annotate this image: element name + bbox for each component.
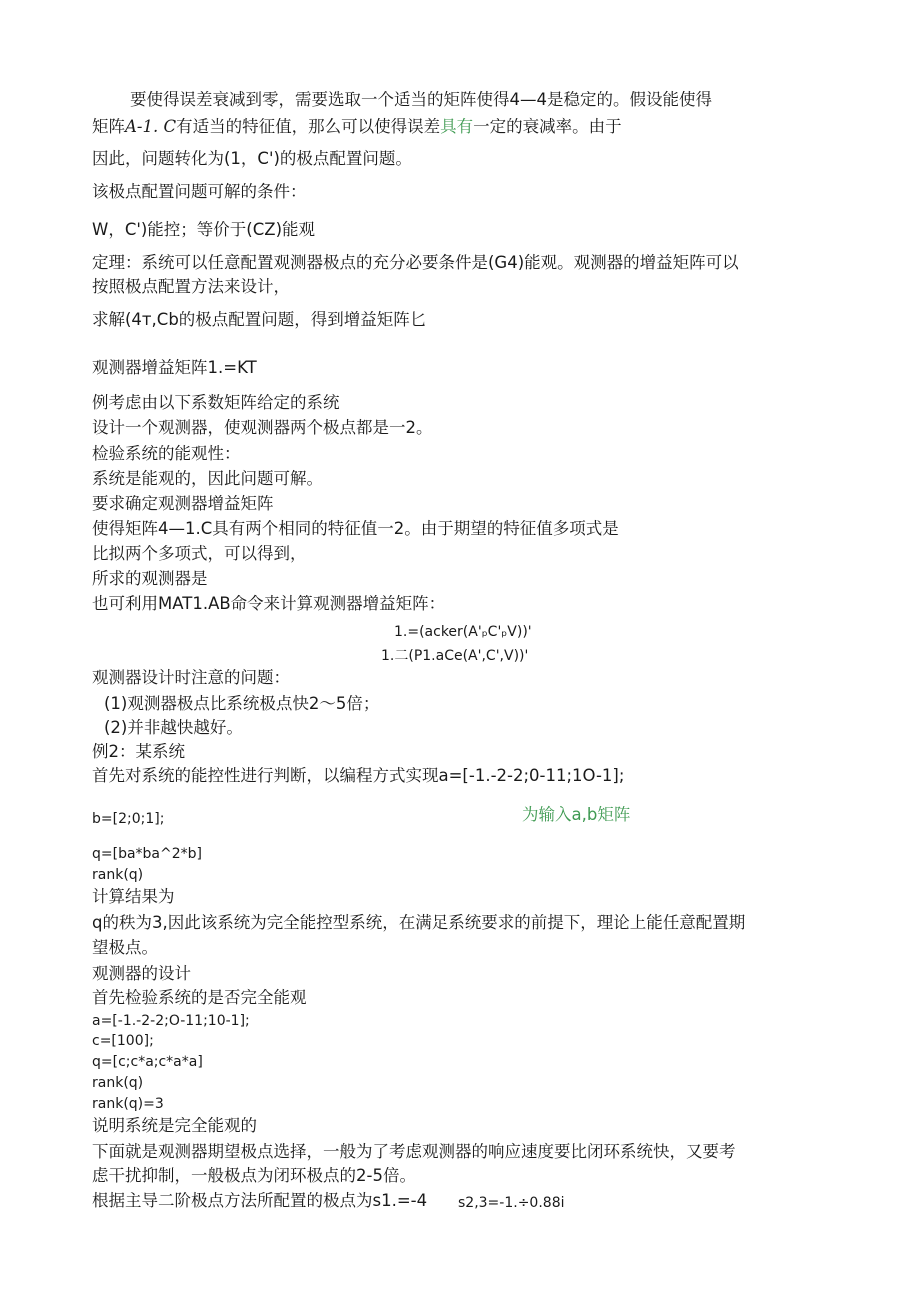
list-item: (1)观测器极点比系统极点快2〜5倍； [104, 694, 380, 713]
text-run: 一定的衰减率。由于 [473, 117, 622, 136]
paragraph-line: 虑干扰抑制，一般极点为闭环极点的2-5倍。 [92, 1166, 416, 1185]
paragraph-line: 要求确定观测器增益矩阵 [92, 494, 274, 513]
paragraph-line: 望极点。 [92, 938, 158, 957]
paragraph-line: 计算结果为 [92, 887, 175, 906]
paragraph-line: 设计一个观测器，使观测器两个极点都是一2。 [92, 418, 433, 437]
paragraph-line: 首先对系统的能控性进行判断，以编程方式实现a=[-1.-2-2;0-11;1O-1]; [92, 766, 625, 785]
highlight-text: 具有 [440, 117, 474, 136]
code-line: a=[-1.-2-2;O-11;10-1]; [92, 1013, 250, 1029]
code-line: rank(q) [92, 1075, 144, 1091]
list-item: (2)并非越快越好。 [104, 718, 243, 737]
paragraph-line: 定理：系统可以任意配置观测器极点的充分必要条件是(G4)能观。观测器的增益矩阵可以 [92, 253, 739, 272]
paragraph-line: 观测器设计时注意的问题： [92, 668, 290, 687]
annotation-note: 为输入a,b矩阵 [522, 805, 631, 824]
text-run: 矩阵 [92, 117, 125, 136]
paragraph-line: 按照极点配置方法来设计， [92, 277, 290, 296]
formula-line: 1.二(P1.aCe(A',C',V))' [381, 648, 529, 664]
code-line: q=[ba*ba^2*b] [92, 846, 202, 862]
code-line: b=[2;0;1]; [92, 811, 165, 827]
paragraph-line: 要使得误差衰减到零，需要选取一个适当的矩阵使得4—4是稳定的。假设能使得 [130, 90, 712, 109]
paragraph-line: q的秩为3,因此该系统为完全能控型系统，在满足系统要求的前提下，理论上能任意配置期 [92, 913, 746, 932]
code-line: c=[100]; [92, 1033, 154, 1049]
text-run: 有适当的特征值，那么可以使得误差 [176, 117, 441, 136]
paragraph-line: 也可利用MAT1.AB命令来计算观测器增益矩阵： [92, 594, 446, 613]
paragraph-line [92, 116, 622, 138]
pole-value: s2,3=-1.÷0.88i [458, 1195, 565, 1211]
paragraph-line: 根据主导二阶极点方法所配置的极点为s1.=-4 [92, 1191, 428, 1210]
paragraph-line: 检验系统的能观性： [92, 444, 241, 463]
paragraph-line: 使得矩阵4—1.C具有两个相同的特征值一2。由于期望的特征值多项式是 [92, 519, 619, 538]
paragraph-line: 说明系统是完全能观的 [92, 1116, 257, 1135]
paragraph-line: 系统是能观的，因此问题可解。 [92, 469, 323, 488]
paragraph-line: 观测器的设计 [92, 964, 191, 983]
paragraph-line: 首先检验系统的是否完全能观 [92, 988, 307, 1007]
paragraph-line: 观测器增益矩阵1.=KT [92, 358, 257, 377]
paragraph-line: 求解(4т,Cb的极点配置问题，得到增益矩阵匕 [92, 310, 427, 329]
paragraph-line: 下面就是观测器期望极点选择，一般为了考虑观测器的响应速度要比闭环系统快，又要考 [92, 1142, 736, 1161]
code-line: rank(q)=3 [92, 1096, 164, 1112]
code-line: q=[c;c*a;c*a*a] [92, 1054, 203, 1070]
paragraph-line: W，C')能控；等价于(CZ)能观 [92, 220, 316, 239]
paragraph-line: 比拟两个多项式，可以得到， [92, 544, 307, 563]
code-line: rank(q) [92, 867, 144, 883]
paragraph-line: 该极点配置问题可解的条件： [92, 182, 307, 201]
math-expression: A-1. C [125, 117, 177, 136]
formula-line: 1.=(acker(A'ₚC'ₚV))' [394, 624, 532, 640]
paragraph-line: 因此，问题转化为(1，C')的极点配置问题。 [92, 149, 412, 168]
paragraph-line: 例考虑由以下系数矩阵给定的系统 [92, 393, 340, 412]
paragraph-line: 所求的观测器是 [92, 569, 208, 588]
paragraph-line: 例2：某系统 [92, 742, 185, 761]
